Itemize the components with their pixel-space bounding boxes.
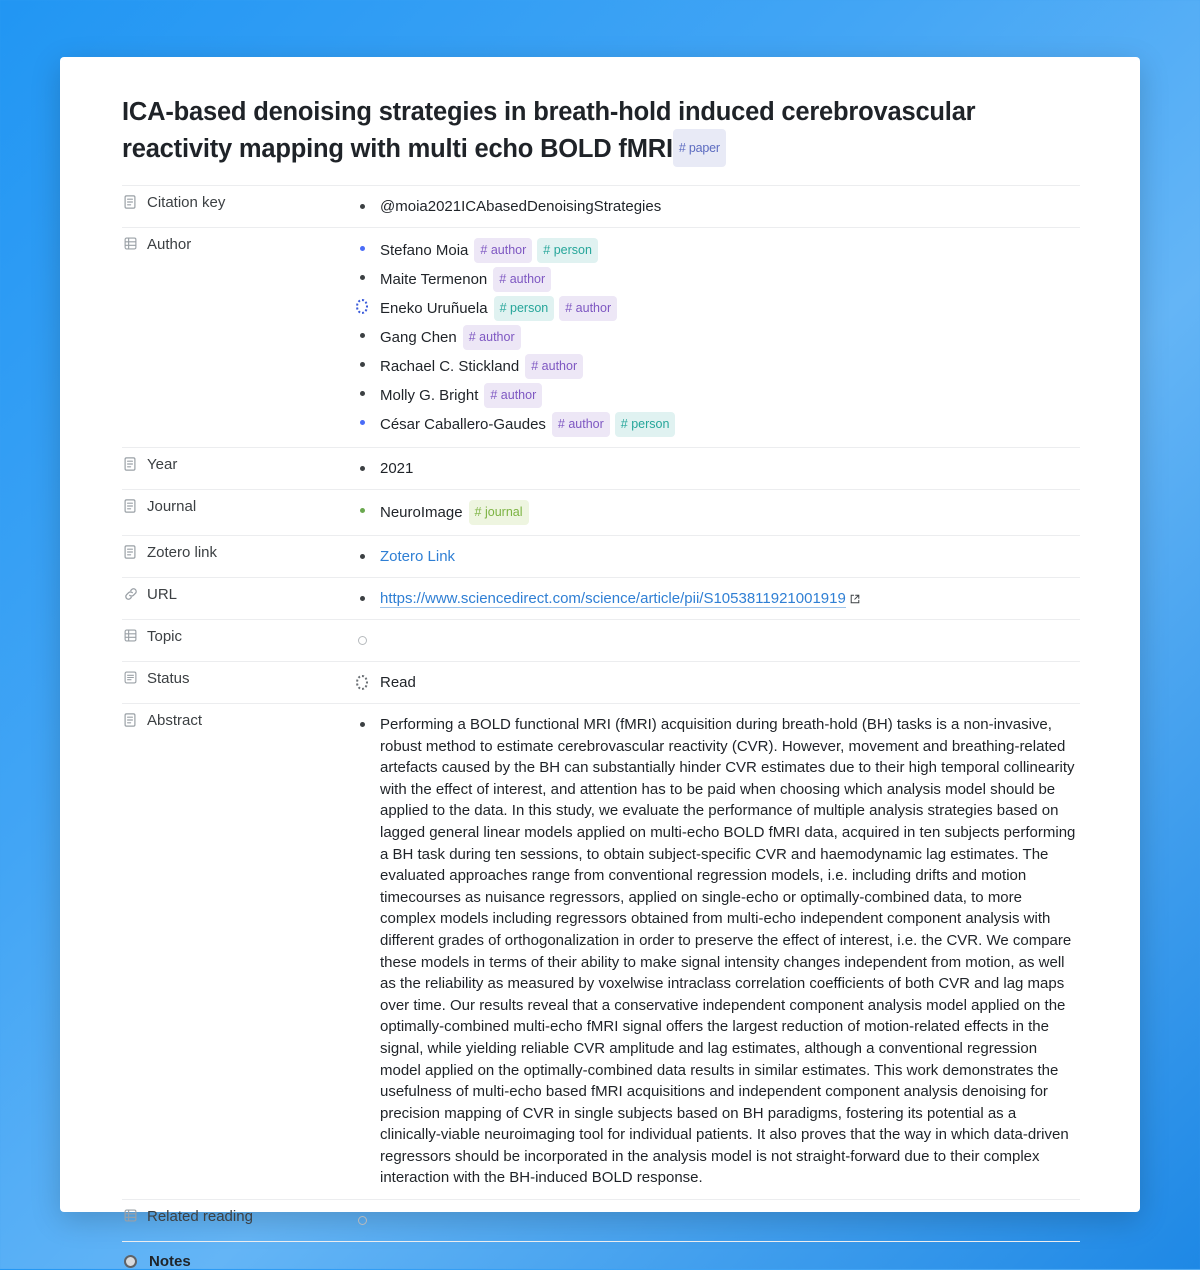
property-row	[122, 186, 1080, 228]
bullet-icon	[356, 630, 368, 651]
property-value-item	[356, 712, 1080, 1191]
inline-tag[interactable]: # author	[552, 412, 610, 437]
inline-tag[interactable]: # person	[494, 296, 555, 321]
property-value-item	[356, 236, 1080, 265]
bullet-icon	[356, 325, 368, 346]
property-value-text	[380, 672, 422, 693]
bullet-icon	[356, 296, 368, 317]
inline-tag[interactable]: # person	[537, 238, 598, 263]
text-property-icon	[124, 195, 138, 210]
property-key-cell[interactable]	[122, 704, 356, 1200]
notes-section[interactable]	[122, 1241, 1080, 1270]
property-row	[122, 448, 1080, 490]
property-value-text	[380, 1210, 386, 1231]
inline-tag[interactable]: # author	[484, 383, 542, 408]
property-value-text	[380, 500, 534, 525]
property-key-cell[interactable]	[122, 186, 356, 228]
property-key-cell[interactable]	[122, 662, 356, 704]
property-value-item	[356, 294, 1080, 323]
inline-tag[interactable]: # person	[615, 412, 676, 437]
zotero-link[interactable]: Zotero Link	[380, 548, 456, 565]
inline-tag[interactable]: # author	[525, 354, 583, 379]
notes-label: Notes	[149, 1253, 191, 1270]
property-value-cell[interactable]	[356, 536, 1080, 578]
property-key-label: Citation key	[147, 194, 226, 211]
property-value-item	[356, 1208, 1080, 1233]
property-key-cell[interactable]	[122, 490, 356, 536]
value-label: NeuroImage	[380, 504, 463, 521]
list-property-icon	[124, 1209, 138, 1224]
property-key-label: Topic	[147, 628, 183, 645]
property-row	[122, 536, 1080, 578]
property-value-item	[356, 265, 1080, 294]
url-link[interactable]: https://www.sciencedirect.com/science/article/pii/S1053811921001919	[380, 590, 846, 607]
property-key-cell[interactable]	[122, 448, 356, 490]
value-label: Molly G. Bright	[380, 387, 479, 404]
bullet-icon	[356, 500, 368, 521]
property-value-item	[356, 323, 1080, 352]
property-value-text	[380, 354, 588, 379]
property-value-cell[interactable]	[356, 448, 1080, 490]
external-link-icon	[850, 589, 860, 599]
inline-tag[interactable]: # author	[559, 296, 617, 321]
property-row	[122, 1200, 1080, 1242]
value-label: Eneko Uruñuela	[380, 300, 488, 317]
inline-tag[interactable]: # author	[463, 325, 521, 350]
property-value-item	[356, 456, 1080, 481]
bullet-icon	[356, 546, 368, 567]
property-key-cell[interactable]	[122, 1200, 356, 1242]
document-page	[60, 57, 1140, 1270]
bullet-icon	[356, 1210, 368, 1231]
page-title-text: ICA-based denoising strategies in breath-hold induced cerebrovascular reactivity mapping with multi echo BOLD fMRI	[122, 98, 976, 163]
property-value-text	[380, 196, 667, 217]
property-value-cell[interactable]	[356, 704, 1080, 1200]
link-property-icon	[124, 587, 138, 602]
property-value-text	[380, 383, 547, 408]
property-value-text	[380, 458, 419, 479]
property-key-label: Status	[147, 670, 190, 687]
property-key-cell[interactable]	[122, 228, 356, 448]
property-key-label: Journal	[147, 498, 197, 515]
property-value-cell[interactable]	[356, 1200, 1080, 1242]
list-property-icon	[124, 629, 138, 644]
properties-table	[122, 185, 1080, 1241]
bullet-icon	[356, 196, 368, 217]
list-property-icon	[124, 237, 138, 252]
bullet-icon	[356, 588, 368, 609]
property-key-label: Abstract	[147, 712, 203, 729]
property-value-item	[356, 544, 1080, 569]
inline-tag[interactable]: # journal	[469, 500, 529, 525]
property-value-cell[interactable]	[356, 186, 1080, 228]
status-property-icon	[124, 671, 138, 686]
value-label: César Caballero-Gaudes	[380, 416, 546, 433]
property-value-cell[interactable]	[356, 490, 1080, 536]
property-key-label: Author	[147, 236, 192, 253]
property-key-cell[interactable]	[122, 536, 356, 578]
property-row	[122, 578, 1080, 620]
inline-tag[interactable]: # author	[493, 267, 551, 292]
property-value-text	[380, 325, 526, 350]
property-value-item	[356, 194, 1080, 219]
bullet-icon	[356, 412, 368, 433]
property-row	[122, 228, 1080, 448]
property-value-item	[356, 381, 1080, 410]
property-key-cell[interactable]	[122, 620, 356, 662]
value-label: Rachael C. Stickland	[380, 358, 520, 375]
text-property-icon	[124, 457, 138, 472]
inline-tag[interactable]: # author	[474, 238, 532, 263]
property-value-text	[380, 238, 603, 263]
property-key-cell[interactable]	[122, 578, 356, 620]
text-property-icon	[124, 545, 138, 560]
property-value-item	[356, 586, 1080, 611]
bullet-icon	[356, 383, 368, 404]
property-value-text	[380, 296, 622, 321]
property-value-item	[356, 670, 1080, 695]
property-key-label: Year	[147, 456, 178, 473]
property-value-cell[interactable]	[356, 662, 1080, 704]
property-value-item	[356, 628, 1080, 653]
property-value-text	[380, 546, 455, 567]
value-label: Gang Chen	[380, 329, 457, 346]
property-row	[122, 704, 1080, 1200]
bullet-icon	[356, 714, 368, 735]
property-row	[122, 490, 1080, 536]
property-key-label: URL	[147, 586, 178, 603]
text-property-icon	[124, 499, 138, 514]
property-value-item	[356, 498, 1080, 527]
bullet-icon	[356, 354, 368, 375]
property-value-item	[356, 410, 1080, 439]
text-property-icon	[124, 713, 138, 728]
value-label: Performing a BOLD functional MRI (fMRI) acquisition during breath-hold (BH) tasks is a non-invasive, robust method to estimate cerebrovascular reactivity (CVR). However, movement and breathing-related artefacts caused by the BH can substantially hinder CVR estimates due to their high temporal collinearity with the effect of interest, and attention has to be paid when choosing which analysis model should be applied to the data. In this study, we evaluate the performance of multiple analysis strategies based on lagged general linear models applied on multi-echo BOLD fMRI data, acquired in ten subjects performing a BH task during ten sessions, to obtain subject-specific CVR and haemodynamic lag estimates. The evaluated approaches range from conventional regression models, i.e. including drifts and motion timecourses as nuisance regressors, applied on single-echo or optimally-combined data, to more complex models including regressors obtained from multi-echo independent component analysis with different grades of orthogonalization in order to preserve the effect of interest, i.e. the CVR. We compare these models in terms of their ability to make signal intensity changes independent from motion, as well as the reliability as measured by voxelwise intraclass correlation coefficients of both CVR and lag maps over time. Our results reveal that a conservative independent component analysis model applied on the optimally-combined multi-echo fMRI signal offers the largest reduction of motion-related effects in the signal, while yielding reliable CVR amplitude and lag estimates, although a conventional regression model applied on the optimally-combined data results in similar estimates. This work demonstrates the usefulness of multi-echo based fMRI acquisitions and independent component analysis denoising for precision mapping of CVR in single subjects based on BH paradigms, fostering its potential as a clinically-viable neuroimaging tool for individual patients. It also proves that the way in which data-driven regressors should be incorporated in the analysis model is not straight-forward due to their complex interaction with the BH-induced BOLD response.	[380, 716, 1076, 1187]
bullet-icon	[356, 458, 368, 479]
value-label: 2021	[380, 460, 414, 477]
property-key-label: Zotero link	[147, 544, 218, 561]
property-row	[122, 620, 1080, 662]
property-value-text	[380, 267, 556, 292]
value-label: @moia2021ICAbasedDenoisingStrategies	[380, 198, 662, 215]
value-label: Stefano Moia	[380, 242, 469, 259]
bullet-icon	[356, 267, 368, 288]
notes-bullet-icon	[124, 1255, 137, 1268]
bullet-icon	[356, 672, 368, 693]
property-key-label: Related reading	[147, 1208, 253, 1226]
value-label: Maite Termenon	[380, 271, 488, 288]
tag-paper[interactable]: # paper	[673, 129, 726, 167]
value-label: Read	[380, 674, 416, 691]
property-value-text	[380, 588, 860, 609]
property-value-text	[380, 412, 680, 437]
property-value-cell[interactable]	[356, 620, 1080, 662]
abstract-text	[380, 714, 1080, 1189]
property-value-item	[356, 352, 1080, 381]
property-value-cell[interactable]	[356, 228, 1080, 448]
bullet-icon	[356, 238, 368, 259]
property-value-text	[380, 630, 386, 651]
page-title	[122, 95, 1080, 167]
property-value-cell[interactable]	[356, 578, 1080, 620]
property-row	[122, 662, 1080, 704]
